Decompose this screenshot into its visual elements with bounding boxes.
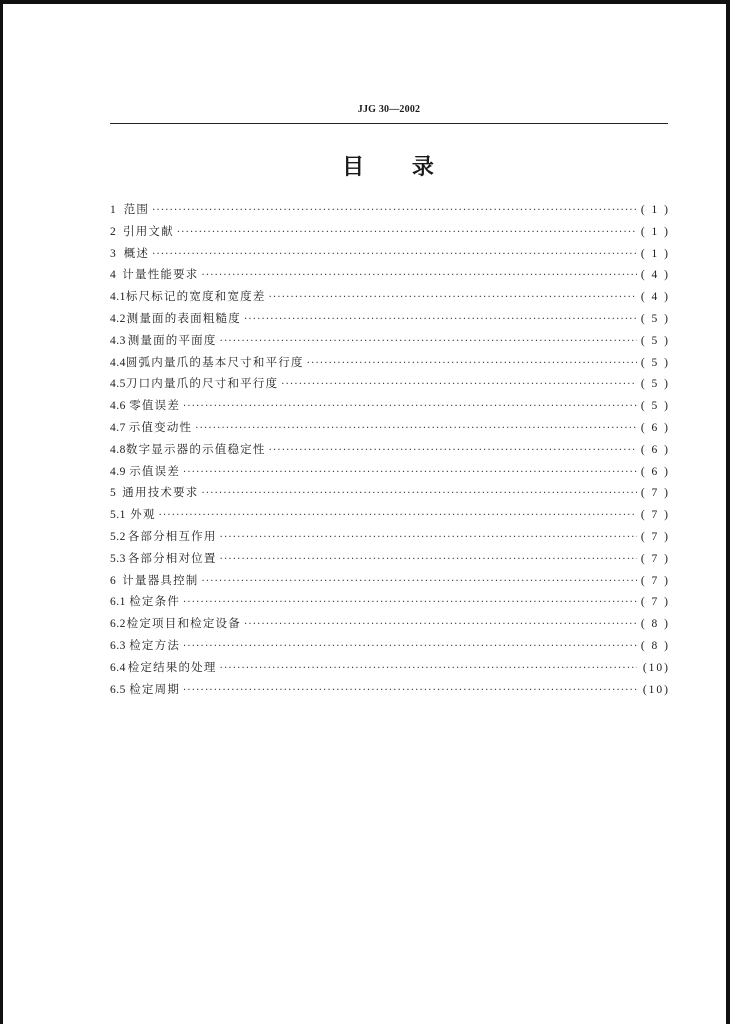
toc-entry-page: ( 8 ) xyxy=(640,618,670,631)
toc-dot-leader xyxy=(269,287,637,309)
toc-entry-title: 零值误差 xyxy=(129,398,181,413)
toc-entry-page: ( 1 ) xyxy=(640,204,670,216)
toc-entry-number: 5.2 xyxy=(110,530,126,543)
toc-entry-number: 4.3 xyxy=(110,334,126,347)
toc-entry[interactable] xyxy=(110,591,670,613)
table-of-contents xyxy=(110,199,670,700)
toc-entry-title: 数字显示器的示值稳定性 xyxy=(125,441,266,456)
toc-dot-leader xyxy=(183,680,637,702)
toc-entry-page: ( 6 ) xyxy=(640,421,670,434)
toc-dot-leader xyxy=(244,309,637,331)
toc-dot-leader xyxy=(183,396,637,418)
toc-entry-title: 标尺标记的宽度和宽度差 xyxy=(125,289,266,304)
toc-entry-title: 检定方法 xyxy=(129,637,181,652)
toc-entry-title: 计量器具控制 xyxy=(122,572,199,587)
toc-dot-leader xyxy=(183,462,637,484)
toc-entry-number: 4.7 xyxy=(110,421,126,434)
toc-entry-number: 6.3 xyxy=(110,639,126,652)
toc-dot-leader xyxy=(177,222,637,244)
toc-entry-number: 4.5 xyxy=(110,378,126,391)
toc-entry-number: 4.4 xyxy=(110,356,126,369)
toc-entry-title: 外观 xyxy=(130,507,156,522)
toc-entry-page: ( 4 ) xyxy=(640,269,670,282)
toc-entry-page: ( 5 ) xyxy=(640,400,670,413)
toc-entry-number: 4.8 xyxy=(110,443,126,456)
toc-entry-page: (10) xyxy=(642,683,670,696)
toc-entry-page: ( 7 ) xyxy=(640,487,670,500)
toc-entry-number: 4.2 xyxy=(110,312,126,325)
toc-dot-leader xyxy=(152,200,637,222)
toc-dot-leader xyxy=(202,571,638,593)
toc-entry[interactable] xyxy=(110,504,670,526)
toc-dot-leader xyxy=(220,331,637,353)
toc-dot-leader xyxy=(202,483,638,505)
toc-entry[interactable] xyxy=(110,679,670,701)
toc-dot-leader xyxy=(202,265,638,287)
toc-dot-leader xyxy=(281,374,637,396)
toc-entry-title: 各部分相对位置 xyxy=(127,550,217,565)
toc-entry[interactable] xyxy=(110,308,670,330)
toc-entry-page: ( 1 ) xyxy=(640,225,670,238)
toc-entry-number: 6.4 xyxy=(110,661,126,674)
toc-entry-page: ( 7 ) xyxy=(640,530,670,543)
toc-dot-leader xyxy=(195,418,637,440)
toc-dot-leader xyxy=(220,549,637,571)
toc-entry-title: 检定周期 xyxy=(129,681,181,696)
toc-entry-title: 检定项目和检定设备 xyxy=(126,616,241,631)
toc-entry[interactable] xyxy=(110,570,670,592)
toc-entry-title: 示值变动性 xyxy=(128,419,193,434)
toc-entry-number: 3 xyxy=(110,247,117,260)
scan-border-right xyxy=(726,0,730,1024)
toc-entry[interactable] xyxy=(110,417,670,439)
toc-entry-number: 4.6 xyxy=(110,400,126,413)
toc-entry-title: 各部分相互作用 xyxy=(127,528,217,543)
toc-entry-title: 测量面的表面粗糙度 xyxy=(126,310,241,325)
toc-entry[interactable] xyxy=(110,613,670,635)
toc-entry-title: 圆弧内量爪的基本尺寸和平行度 xyxy=(125,354,304,369)
toc-entry-number: 6 xyxy=(110,574,117,587)
toc-entry-title: 刀口内量爪的尺寸和平行度 xyxy=(125,376,279,391)
toc-entry[interactable] xyxy=(110,657,670,679)
toc-entry[interactable] xyxy=(110,461,670,483)
toc-entry-number: 4.9 xyxy=(110,465,126,478)
toc-entry-title: 范围 xyxy=(123,202,150,216)
page-title: 目 录 xyxy=(342,155,436,180)
toc-entry-page: ( 7 ) xyxy=(640,509,670,522)
toc-entry-page: ( 6 ) xyxy=(640,443,670,456)
toc-entry[interactable] xyxy=(110,330,670,352)
toc-entry-number: 4 xyxy=(110,269,117,282)
toc-entry-page: ( 7 ) xyxy=(640,596,670,609)
header-rule xyxy=(110,123,668,124)
toc-entry-title: 通用技术要求 xyxy=(122,485,199,500)
toc-entry-page: ( 1 ) xyxy=(640,247,670,260)
toc-dot-leader xyxy=(269,440,637,462)
toc-dot-leader xyxy=(183,592,637,614)
toc-entry-number: 5 xyxy=(110,487,117,500)
toc-entry-number: 6.1 xyxy=(110,596,126,609)
toc-entry-page: ( 6 ) xyxy=(640,465,670,478)
toc-entry-title: 引用文献 xyxy=(123,223,174,238)
toc-dot-leader xyxy=(244,614,637,636)
toc-entry-number: 2 xyxy=(110,225,117,238)
toc-entry-page: ( 7 ) xyxy=(640,574,670,587)
toc-entry-page: ( 4 ) xyxy=(640,291,670,304)
toc-entry[interactable] xyxy=(110,243,670,265)
toc-entry[interactable] xyxy=(110,264,670,286)
toc-entry-page: ( 8 ) xyxy=(640,639,670,652)
toc-dot-leader xyxy=(220,658,637,680)
toc-entry-page: ( 5 ) xyxy=(640,356,670,369)
toc-entry-title: 概述 xyxy=(123,245,150,260)
toc-entry[interactable] xyxy=(110,548,670,570)
toc-entry-page: ( 5 ) xyxy=(640,312,670,325)
toc-dot-leader xyxy=(159,505,637,527)
toc-entry-title: 检定结果的处理 xyxy=(127,659,217,674)
toc-entry-number: 5.3 xyxy=(110,552,126,565)
toc-entry[interactable] xyxy=(110,482,670,504)
toc-entry[interactable] xyxy=(110,373,670,395)
toc-entry[interactable] xyxy=(110,199,670,221)
standard-code-header: JJG 30—2002 xyxy=(357,104,421,115)
scan-border-left xyxy=(0,0,3,1024)
toc-dot-leader xyxy=(152,244,637,266)
toc-dot-leader xyxy=(183,636,637,658)
toc-entry-number: 1 xyxy=(110,204,117,216)
toc-entry-number: 4.1 xyxy=(110,291,126,304)
toc-entry-title: 计量性能要求 xyxy=(122,267,199,282)
toc-entry[interactable] xyxy=(110,395,670,417)
toc-entry-title: 测量面的平面度 xyxy=(127,332,217,347)
toc-entry-number: 6.2 xyxy=(110,618,126,631)
toc-entry-title: 检定条件 xyxy=(129,594,181,609)
toc-entry[interactable] xyxy=(110,286,670,308)
toc-entry-number: 5.1 xyxy=(110,509,126,522)
toc-entry-page: ( 7 ) xyxy=(640,552,670,565)
toc-entry-page: ( 5 ) xyxy=(640,378,670,391)
toc-entry-page: (10) xyxy=(642,661,670,674)
toc-entry[interactable] xyxy=(110,439,670,461)
toc-entry-page: ( 5 ) xyxy=(640,334,670,347)
toc-entry[interactable] xyxy=(110,635,670,657)
toc-entry-number: 6.5 xyxy=(110,683,126,696)
toc-entry-title: 示值误差 xyxy=(129,463,181,478)
toc-entry[interactable] xyxy=(110,526,670,548)
scan-border-top xyxy=(0,0,730,4)
toc-dot-leader xyxy=(307,353,637,375)
toc-entry[interactable] xyxy=(110,221,670,243)
toc-dot-leader xyxy=(220,527,637,549)
toc-entry[interactable] xyxy=(110,352,670,374)
